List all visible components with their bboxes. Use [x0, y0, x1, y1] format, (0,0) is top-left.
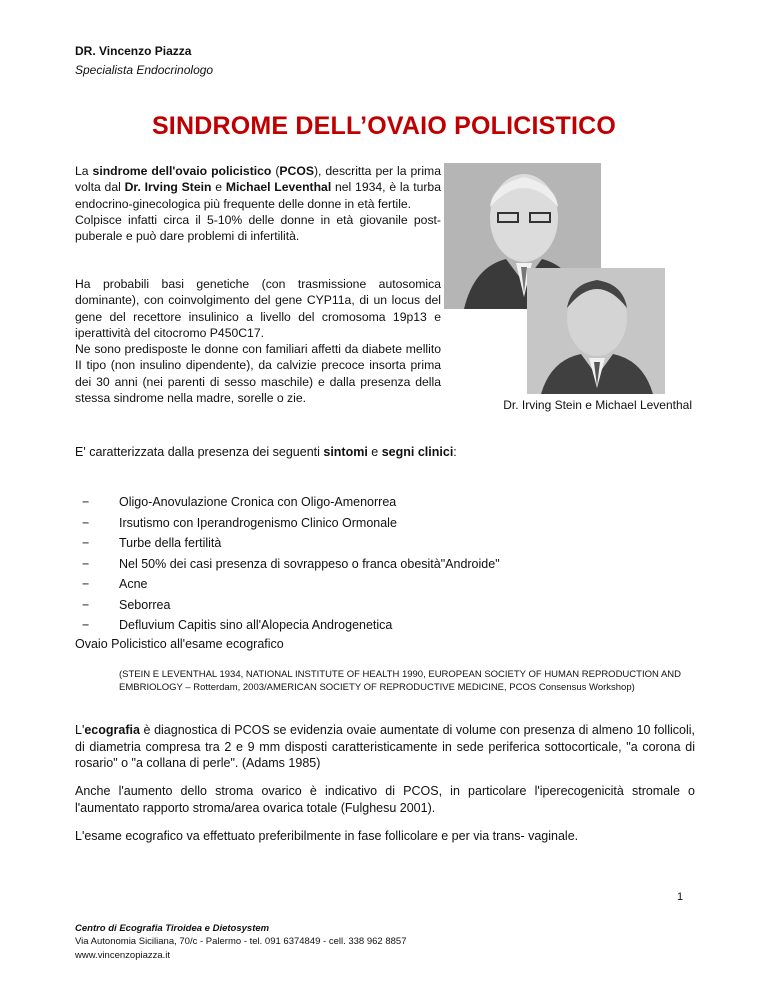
footer-address: Via Autonomia Siciliana, 70/c - Palermo - tel. 091 6374849 - cell. 338 962 8857 [75, 936, 407, 948]
document-title: SINDROME DELL’OVAIO POLICISTICO [151, 112, 617, 140]
author-name: DR. Vincenzo Piazza [75, 44, 192, 58]
author-role: Specialista Endocrinologo [75, 63, 214, 77]
footer-center-name: Centro di Ecografia Tiroidea e Dietosystem [75, 923, 270, 934]
bullet-dash: − [82, 577, 90, 591]
references: (STEIN E LEVENTHAL 1934, NATIONAL INSTITUTE OF HEALTH 1990, EUROPEAN SOCIETY OF HUMAN REPRODUCTION AND EMBRIOLOGY – Rotterdam, 2003/AMERICAN SOCIETY OF REPRODUCTIVE MEDICINE, PCOS Consensus Workshop) [119, 669, 682, 693]
bullet-dash: − [82, 515, 90, 530]
list-item: − Seborrea [82, 595, 500, 616]
bullet-dash: − [82, 597, 90, 612]
ultrasound-heading: Ovaio Policistico all'esame ecografico [75, 637, 284, 651]
bullet-dash: − [82, 556, 90, 571]
symptoms-list [82, 492, 500, 636]
stroma-paragraph: Anche l'aumento dello stroma ovarico è indicativo di PCOS, in particolare l'iperecogenicità stromale o l'aumentato rapporto stroma/area ovarica totale (Fulghesu 2001). [75, 784, 695, 815]
list-item: − Turbe della fertilità [82, 533, 500, 554]
footer-website: www.vincenzopiazza.it [75, 949, 171, 961]
list-item: − Irsutismo con Iperandrogenismo Clinico Ormonale [82, 513, 500, 534]
list-item: − Nel 50% dei casi presenza di sovrappeso o franca obesità"Androide" [82, 554, 500, 575]
bullet-dash: − [82, 536, 90, 550]
list-item: − Oligo-Anovulazione Cronica con Oligo-Amenorrea [82, 492, 500, 513]
list-item: − Acne [82, 574, 500, 595]
genetics-paragraph: Ha probabili basi genetiche (con trasmissione autosomica dominante), con coinvolgimento del gene CYP11a, di un locus del gene del recettore insulinico a livello del cromosoma 19p13 e iperattività del citocromo P450C17. Ne sono predisposte le donne con familiari affetti da diabete mellito II tipo (non insulino dipendente), da calvizie precoce insorta prima dei 30 anni (nei parenti di sesso maschile) e dalla presenza della stessa sindrome nella madre, sorelle o zie. [75, 277, 441, 406]
exam-paragraph: L'esame ecografico va effettuato preferibilmente in fase follicolare e per via trans- vaginale. [75, 829, 579, 843]
portrait-michael-leventhal [527, 268, 665, 394]
footer [75, 922, 406, 962]
list-item: − Defluvium Capitis sino all'Alopecia Androgenetica [82, 615, 500, 636]
symptoms-intro: E' caratterizzata dalla presenza dei seguenti sintomi e segni clinici: [75, 445, 457, 459]
bullet-dash: − [82, 618, 90, 632]
page-number: 1 [677, 891, 684, 903]
intro-paragraph: La sindrome dell'ovaio policistico (PCOS), descritta per la prima volta dal Dr. Irving Stein e Michael Leventhal nel 1934, è la turba endocrino-ginecologica più frequente delle donne in età fertile. Colpisce infatti circa il 5-10% delle donne in età giovanile post-puberale e può dare problemi di infertilità. [75, 164, 441, 244]
bullet-dash: − [82, 495, 90, 509]
photo-caption: Dr. Irving Stein e Michael Leventhal [503, 398, 692, 412]
eco-paragraph: L'ecografia è diagnostica di PCOS se evidenzia ovaie aumentate di volume con presenza di almeno 10 follicoli, di diametria compresa tra 2 e 9 mm disposti caratteristicamente in sede periferica sottocorticale, "a corona di rosario" o "a collana di perle". (Adams 1985) [75, 723, 695, 770]
